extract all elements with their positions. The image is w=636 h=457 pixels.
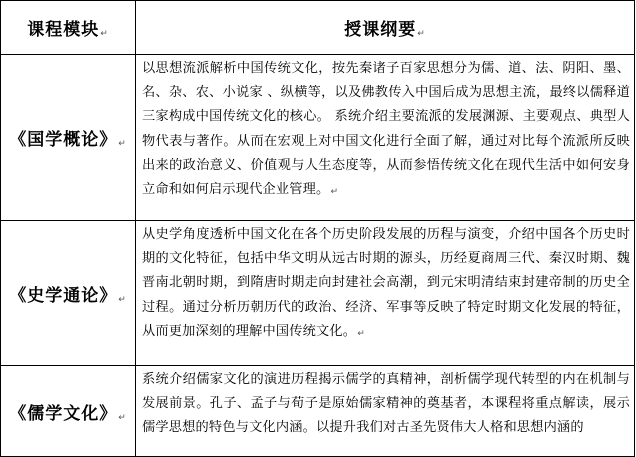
module-name: 《史学通论》 xyxy=(9,285,118,306)
paragraph-mark-icon: ↵ xyxy=(100,29,109,39)
paragraph-mark-icon: ↵ xyxy=(417,29,426,39)
outline-text: 以思想流派解析中国传统文化，按先秦诸子百家思想分为儒、道、法、阴阳、墨、名、杂、农、小说家 、纵横等，以及佛教传入中国后成为思想主流，最终以儒释道三家构成中国传统文化的核心。 系统介绍主要流派的发展渊源、主要观点、典型人物代表与著作。从而在宏观上对中国文化进行全面了解，通过对比每个流派所反映出来的政治意义、价值观与人生态度等，从而参悟传统文化在现代生活中如何安身立命和如何启示现代企业管理。 xyxy=(142,61,630,198)
table-row xyxy=(1,55,635,221)
module-cell xyxy=(1,55,136,221)
module-cell xyxy=(1,221,136,366)
module-name: 《儒学文化》 xyxy=(9,403,118,424)
outline-cell xyxy=(136,55,635,221)
outline-cell xyxy=(136,221,635,366)
header-module xyxy=(1,1,136,55)
header-outline xyxy=(136,1,635,55)
module-cell xyxy=(1,366,136,457)
table-row xyxy=(1,221,635,366)
paragraph-mark-icon: ↵ xyxy=(330,187,339,198)
outline-text: 系统介绍儒家文化的演进历程揭示儒学的真精神，剖析儒学现代转型的内在机制与发展前景。孔子、孟子与荀子是原始儒家精神的奠基者，本课程将重点解读，展示儒学思想的特色与文化内涵。以提升我们对古圣先贤伟大人格和思想内涵的 xyxy=(142,372,630,436)
outline-cell xyxy=(136,366,635,457)
outline-text: 从史学角度透析中国文化在各个历史阶段发展的历程与演变，介绍中国各个历史时期的文化特征，包括中华文明从远古时期的源头，历经夏商周三代、秦汉时期、魏晋南北朝时期，到隋唐时期走向封建社会高潮，到元宋明清结束封建帝制的历史全过程。通过分析历朝历代的政治、经济、军事等反映了特定时期文化发展的特征，从而更加深刻的理解中国传统文化。 xyxy=(142,227,630,339)
header-module-label: 课程模块 xyxy=(27,20,100,40)
table-row xyxy=(1,366,635,457)
paragraph-mark-icon: ↵ xyxy=(118,139,127,149)
paragraph-mark-icon: ↵ xyxy=(118,412,127,423)
header-outline-label: 授课纲要 xyxy=(344,20,417,40)
paragraph-mark-icon: ↵ xyxy=(118,294,127,305)
table-header-row xyxy=(1,1,635,55)
paragraph-mark-icon: ↵ xyxy=(357,328,365,339)
module-name: 《国学概论》 xyxy=(9,130,118,150)
